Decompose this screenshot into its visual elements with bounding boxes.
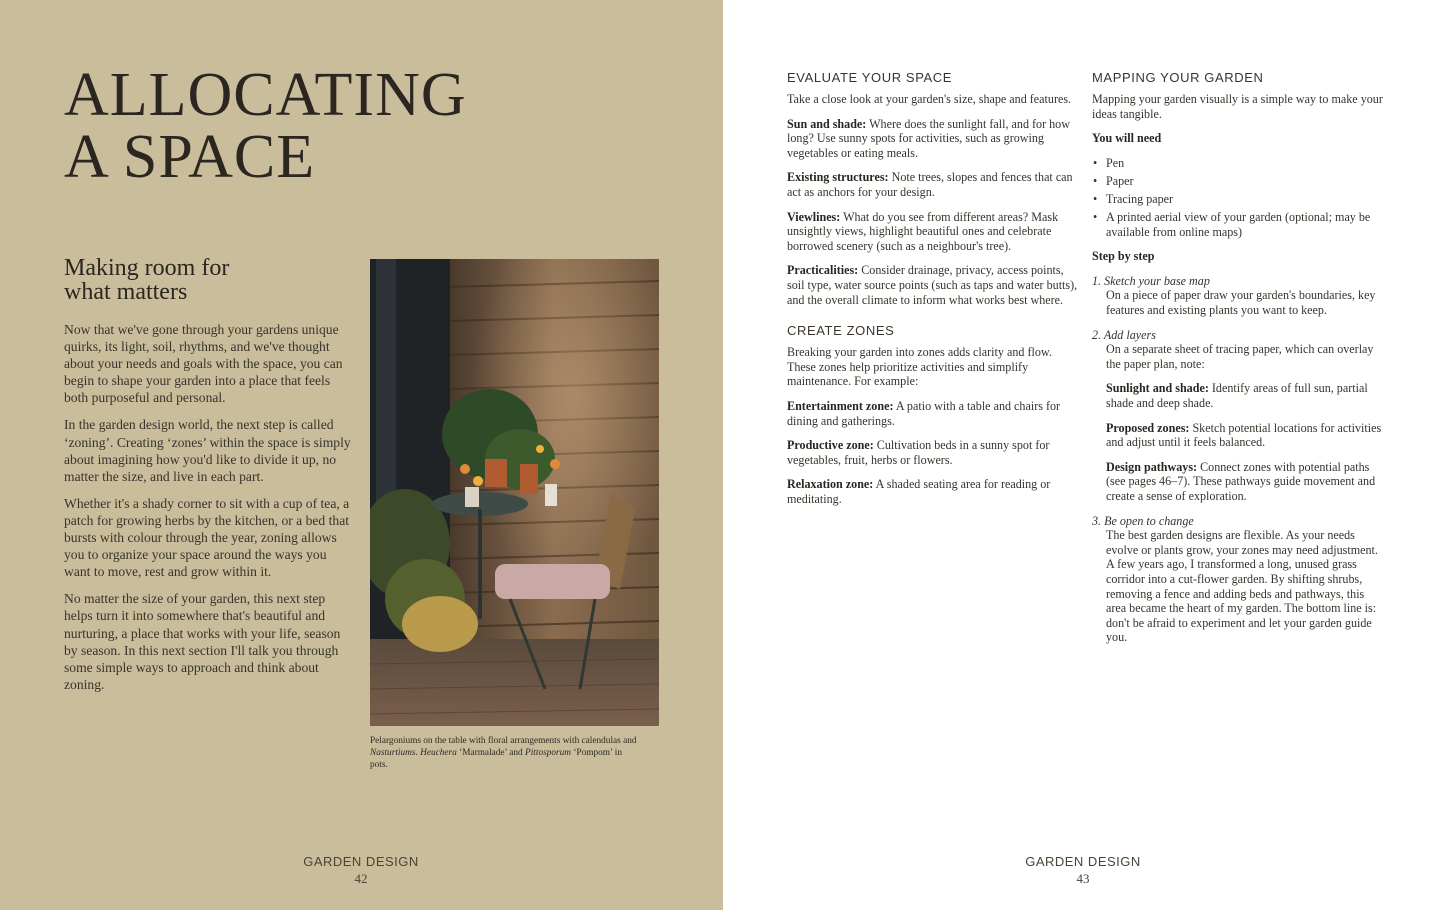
body-paragraph: In the garden design world, the next step is called ‘zoning’. Creating ‘zones’ within the space is simply about imagining how you'd like to divide it up, no matter the size, and live in each part. — [64, 417, 351, 484]
intro-body — [64, 321, 356, 703]
evaluate-item — [787, 263, 1079, 307]
step-2 — [1092, 328, 1384, 504]
subtitle-line-1: Making room for — [64, 255, 230, 281]
title-line-2: A SPACE — [64, 123, 316, 191]
evaluate-item — [787, 117, 1079, 161]
item-text: Identify areas of full sun, partial shade and deep shade. — [1106, 381, 1368, 410]
list-item: • Tracing paper — [1092, 192, 1384, 207]
caption-text: ‘Marmalade’ and — [456, 748, 526, 758]
step-title: 3. Be open to change — [1092, 513, 1194, 528]
item-term: Entertainment zone: — [787, 398, 894, 413]
need-list — [1092, 156, 1384, 239]
caption-italic: Heuchera — [420, 748, 457, 758]
body-paragraph: Whether it's a shady corner to sit with a cup of tea, a patch for growing herbs by the kitchen, or a bed that bursts with colour through the year, zoning allows you to organize your space around the ways you want to move, rest and grow within it. — [64, 495, 350, 580]
column-right — [1092, 70, 1384, 655]
list-item: • Pen — [1092, 156, 1384, 171]
step-body: On a separate sheet of tracing paper, which can overlay the paper plan, note: — [1106, 342, 1374, 371]
item-text: Where does the sunlight fall, and for how long? Use sunny spots for activities, such as growing vegetables or eating meals. — [787, 116, 1070, 160]
steps-heading: Step by step — [1092, 249, 1155, 264]
list-item: • A printed aerial view of your garden (optional; may be available from online maps) — [1092, 210, 1384, 239]
need-heading: You will need — [1092, 131, 1162, 146]
folio-right — [1003, 853, 1163, 887]
evaluate-item — [787, 210, 1079, 254]
item-text: Cultivation beds in a sunny spot for vegetables, fruit, herbs or flowers. — [787, 438, 1050, 467]
page-number: 42 — [354, 871, 368, 886]
item-term: Proposed zones: — [1106, 420, 1190, 435]
garden-photo-illustration — [370, 259, 659, 726]
step-sub-item — [1092, 381, 1384, 410]
item-term: Design pathways: — [1106, 459, 1198, 474]
caption-text: Pelargoniums on the table with floral arrangements with calendulas and — [370, 736, 637, 746]
zone-item — [787, 477, 1079, 506]
step-1 — [1092, 274, 1384, 318]
caption-italic: Pittosporum — [525, 748, 572, 758]
section-subtitle — [64, 256, 354, 304]
item-text: A patio with a table and chairs for dining and gatherings. — [787, 398, 1061, 428]
section-heading-mapping: MAPPING YOUR GARDEN — [1092, 70, 1264, 85]
step-3 — [1092, 514, 1384, 645]
column-left — [787, 70, 1079, 516]
section-heading-evaluate: EVALUATE YOUR SPACE — [787, 70, 953, 85]
garden-photo — [370, 259, 659, 726]
evaluate-intro: Take a close look at your garden's size, shape and features. — [787, 92, 1072, 106]
item-text: Connect zones with potential paths (see pages 46–7). These pathways guide movement and create a sense of exploration. — [1106, 459, 1376, 503]
page-title — [64, 61, 467, 191]
step-body: The best garden designs are flexible. As your needs evolve or plants grow, your zones may need adjustment. A few years ago, I transformed a long, unused grass corridor into a cut-flower garden. By shifting shrubs, removing a fence and adding beds and pathways, this area became the heart of my garden. The bottom line is: don't be afraid to experiment and let your garden guide you. — [1106, 528, 1378, 645]
item-term: Practicalities: — [787, 263, 859, 278]
evaluate-item — [787, 170, 1079, 199]
item-text: A shaded seating area for reading or meditating. — [787, 477, 1051, 506]
caption-text: ‘Pompom’ in pots. — [370, 748, 622, 770]
mapping-intro: Mapping your garden visually is a simple way to make your ideas tangible. — [1092, 92, 1383, 121]
step-body: On a piece of paper draw your garden's boundaries, key features and existing plants you want to keep. — [1106, 288, 1376, 318]
item-term: Sunlight and shade: — [1106, 381, 1209, 396]
body-paragraph: No matter the size of your garden, this next step helps turn it into somewhere that's beautiful and nurturing, a place that works with your life, season by season. In this next section I'll talk you through some simple ways to approach and think about zoning. — [64, 591, 341, 692]
running-footer: GARDEN DESIGN — [1025, 854, 1141, 869]
running-footer: GARDEN DESIGN — [303, 854, 419, 869]
step-sub-item — [1092, 421, 1384, 450]
caption-text: . — [415, 748, 421, 758]
item-text: What do you see from different areas? Mask unsightly views, highlight beautiful ones and celebrate borrowed scenery (such as a neighbour's tree). — [787, 209, 1059, 253]
subtitle-line-2: what matters — [64, 279, 188, 305]
zone-item — [787, 438, 1079, 467]
step-sub-item — [1092, 460, 1384, 504]
photo-caption — [370, 735, 638, 771]
list-item: • Paper — [1092, 174, 1384, 189]
step-title: 1. Sketch your base map — [1092, 273, 1210, 288]
title-line-1: ALLOCATING — [64, 61, 467, 129]
section-heading-zones: CREATE ZONES — [787, 323, 895, 339]
item-text: Sketch potential locations for activities and adjust until it feels balanced. — [1106, 420, 1382, 450]
item-term: Viewlines: — [787, 209, 841, 224]
item-term: Relaxation zone: — [787, 477, 874, 492]
item-text: Consider drainage, privacy, access points, soil type, water source points (such as taps and water butts), and the overall climate to inform what works best where. — [787, 263, 1078, 307]
caption-italic: Nasturtiums — [370, 748, 416, 758]
zones-intro: Breaking your garden into zones adds clarity and flow. These zones help prioritize activities and simplify maintenance. For example: — [787, 345, 1052, 389]
step-title: 2. Add layers — [1092, 327, 1156, 342]
item-term: Existing structures: — [787, 170, 889, 185]
body-paragraph: Now that we've gone through your gardens unique quirks, its light, soil, rhythms, and we've thought about your needs and goals with the space, you can begin to shape your garden into a place that feels both purposeful and personal. — [64, 322, 343, 406]
item-text: Note trees, slopes and fences that can act as anchors for your design. — [787, 170, 1073, 199]
folio-left — [281, 853, 441, 887]
page-number: 43 — [1076, 871, 1090, 886]
item-term: Productive zone: — [787, 438, 874, 453]
item-term: Sun and shade: — [787, 116, 867, 131]
zone-item — [787, 399, 1079, 428]
